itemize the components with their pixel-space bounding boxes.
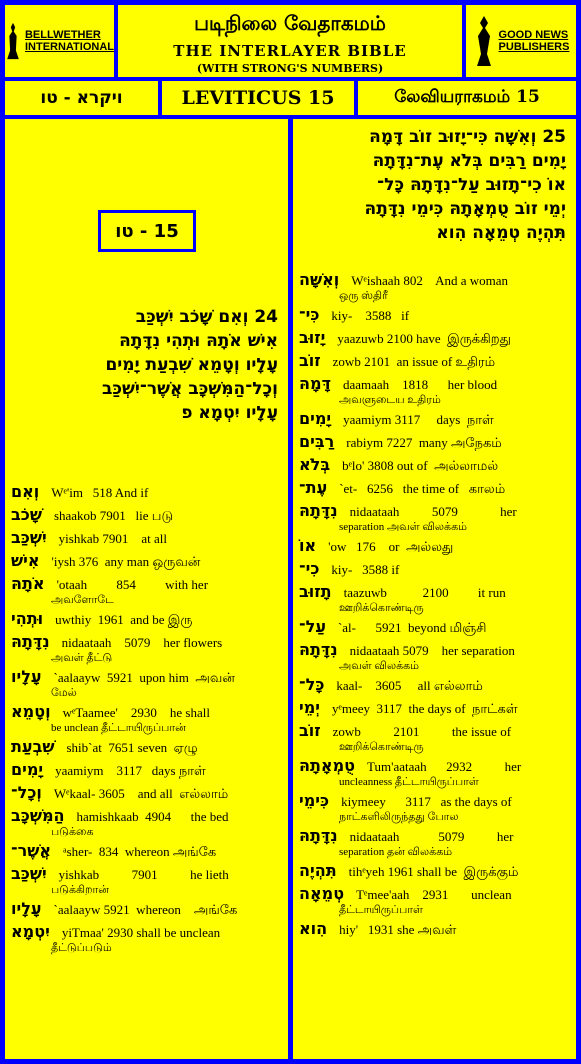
word-gloss: hamishkaab 4904 the bed	[76, 809, 229, 824]
verse-line: אוֹ כִי־תָזוּב עַל־נִדָּתָהּ כָּל־	[377, 175, 566, 195]
word-gloss: rabiym 7227 many அநேகம்	[346, 435, 502, 450]
word-gloss: bᵉlo' 3808 out of அல்லாமல்	[342, 458, 499, 473]
word-entry	[11, 782, 283, 805]
word-entry	[11, 759, 283, 782]
word-gloss: kaal- 3605 all எல்லாம்	[336, 678, 483, 693]
word-gloss: zowb 2101 an issue of உதிரம்	[332, 354, 496, 369]
word-entry	[299, 860, 571, 883]
hebrew-word: נִדָּתָהּ	[299, 501, 338, 520]
word-entry	[299, 304, 571, 327]
verse-line: יָמִים רַבִּים בְּלֹא עֶת־נִדָּתָהּ	[372, 151, 566, 171]
word-gloss: kiymeey 3117 as the days of	[341, 794, 512, 809]
hebrew-word: וְכָל־	[11, 783, 42, 802]
word-gloss: `aalaayw 5921 upon him அவன்	[53, 670, 235, 685]
hebrew-word: הַמִּשְׁכָּב	[11, 806, 65, 825]
word-gloss: hiy' 1931 she அவள்	[339, 922, 457, 937]
hebrew-word: עָלָיו	[11, 899, 42, 918]
verse-line: 25 וְאִשָּׁה כִּי־יָזוּב זוֹב דָּמָהּ	[369, 127, 566, 147]
word-gloss: nidaataah 5079 her flowers	[61, 635, 223, 650]
word-entry	[299, 350, 571, 373]
right-column	[293, 119, 576, 1059]
word-entry	[299, 616, 571, 639]
hebrew-word: יְמֵי	[299, 698, 320, 717]
hebrew-word: בְּלֹא	[299, 455, 331, 474]
word-entry	[299, 558, 571, 581]
word-gloss: Wᵉ'im 518 And if	[51, 485, 149, 500]
word-entry	[299, 477, 571, 500]
hebrew-word: רַבִּים	[299, 432, 335, 451]
word-gloss: Tum'aataah 2932 her	[367, 759, 522, 774]
word-gloss: yishkab 7901 at all	[58, 531, 167, 546]
bellwether-logo	[5, 5, 114, 77]
hebrew-word: יִשְׁכַּב	[11, 864, 47, 883]
word-gloss: `aalaayw 5921 whereon அங்கே	[53, 902, 238, 917]
word-gloss: zowb 2101 the issue of	[332, 724, 512, 739]
chapter-box	[98, 210, 196, 252]
verse-line: יְמֵי זוֹב טֻמְאָתָהּ כִּימֵי נִדָּתָהּ	[364, 199, 566, 219]
word-entry	[11, 504, 283, 527]
word-gloss-continued: be unclean தீட்டாயிருப்பான்	[51, 722, 186, 734]
left-column	[5, 119, 288, 1059]
word-gloss-continued: மேல்	[51, 687, 77, 699]
hebrew-word: אִישׁ	[11, 551, 40, 570]
hebrew-word: זוֹב	[299, 351, 321, 370]
hebrew-word: וּתְהִי	[11, 609, 44, 628]
word-gloss: yishkab 7901 he lieth	[58, 867, 229, 882]
bellwether-figure-icon	[5, 14, 21, 68]
word-gloss: kiy- 3588 if	[331, 562, 400, 577]
word-gloss: shaakob 7901 lie படு	[53, 508, 174, 523]
good-news-figure-icon	[473, 14, 495, 68]
title-tamil: படிநிலை வேதாகமம்	[194, 11, 386, 35]
word-gloss: nidaataah 5079 her	[349, 504, 517, 519]
hebrew-word: דָּמָהּ	[299, 374, 331, 393]
hebrew-word: כִי־	[299, 559, 320, 578]
verse-line: אִישׁ אֹתָהּ וּתְהִי נִדָּתָהּ	[119, 331, 278, 351]
word-gloss-continued: separation அவள் விலக்கம்	[339, 521, 467, 533]
hebrew-word: זוֹב	[299, 721, 321, 740]
word-gloss-continued: அவளுடைய உதிரம்	[339, 394, 441, 406]
word-gloss: taazuwb 2100 it run	[343, 585, 506, 600]
verse-line: וְכָל־הַמִּשְׁכָּב אֲשֶׁר־יִשְׁכַּב	[101, 379, 278, 399]
word-entry	[299, 674, 571, 697]
word-entry	[299, 918, 571, 941]
word-entry	[11, 736, 283, 759]
word-gloss: yaazuwb 2100 have இருக்கிறது	[337, 331, 511, 346]
left-word-list	[11, 481, 283, 956]
word-gloss: nidaataah 5079 her	[349, 829, 514, 844]
word-gloss-continued: தீட்டுப்படும்	[51, 942, 112, 954]
hebrew-word: יָמִים	[11, 760, 44, 779]
verse-24	[18, 305, 278, 425]
word-gloss: yaamiym 3117 days நாள்	[343, 412, 494, 427]
word-gloss: yᵉmeey 3117 the days of நாட்கள்	[332, 701, 518, 716]
hebrew-word: טֻמְאָתָהּ	[299, 756, 356, 775]
hebrew-word: אוֹ	[299, 536, 317, 555]
hebrew-word: יָזוּב	[299, 328, 326, 347]
word-entry	[299, 535, 571, 558]
word-gloss: 'ow 176 or அல்லது	[328, 539, 454, 554]
word-gloss: `al- 5921 beyond மிஞ்சி	[337, 620, 487, 635]
verse-25	[301, 125, 566, 245]
hebrew-word: כִּימֵי	[299, 791, 330, 810]
word-gloss: tihᵉyeh 1961 shall be இருக்கும்	[348, 864, 519, 879]
word-gloss: Tᵉmee'aah 2931 unclean	[356, 887, 512, 902]
verse-line: עָלָיו יִטְמָא פ	[181, 403, 278, 423]
word-entry	[11, 481, 283, 504]
hebrew-word: שִׁבְעַת	[11, 737, 55, 756]
word-gloss-continued: படுக்கிறான்	[51, 884, 109, 896]
left-logo-text: BELLWETHER INTERNATIONAL	[24, 29, 114, 53]
word-gloss-continued: நாட்களிலிருந்தது போல	[339, 811, 459, 823]
word-gloss: shib`at 7651 seven ஏழு	[66, 740, 198, 755]
word-entry	[299, 431, 571, 454]
goodnews-logo	[466, 5, 576, 77]
word-gloss: 'otaah 854 with her	[56, 577, 209, 592]
word-gloss-continued: தீட்டாயிருப்பாள்	[339, 904, 423, 916]
hebrew-word: נִדָּתָהּ	[11, 632, 50, 651]
word-gloss-continued: அவள் விலக்கம்	[339, 660, 419, 672]
word-gloss: daamaah 1818 her blood	[342, 377, 498, 392]
hebrew-word: יִשְׁכַּב	[11, 528, 47, 547]
right-word-list	[299, 269, 571, 941]
title-block	[118, 5, 462, 77]
hebrew-word: שָׁכֹב	[11, 505, 42, 524]
word-entry	[299, 327, 571, 350]
hebrew-word: וְאִשָּׁה	[299, 270, 340, 289]
word-gloss: nidaataah 5079 her separation	[349, 643, 515, 658]
word-gloss-continued: அவளோடே	[51, 594, 114, 606]
hebrew-word: עָלָיו	[11, 667, 42, 686]
hebrew-word: נִדָּתָהּ	[299, 826, 338, 845]
word-gloss-continued: ஒரு ஸ்திரீ	[339, 290, 388, 302]
word-gloss: yiTmaa' 2930 shall be unclean	[61, 925, 221, 940]
word-entry	[299, 408, 571, 431]
word-gloss: Wᵉkaal- 3605 and all எல்லாம்	[53, 786, 229, 801]
hebrew-word: וְטָמֵא	[11, 702, 51, 721]
word-gloss: `et- 6256 the time of காலம்	[339, 481, 506, 496]
word-gloss-continued: uncleanness தீட்டாயிருப்பாள்	[339, 776, 479, 788]
word-gloss: yaamiym 3117 days நாள்	[55, 763, 206, 778]
word-entry	[11, 898, 283, 921]
word-entry	[299, 697, 571, 720]
book-tamil: லேவியராகமம் 15	[358, 81, 576, 115]
word-gloss-continued: அவள் தீட்டு	[51, 652, 113, 664]
hebrew-word: טְמֵאָה	[299, 884, 345, 903]
hebrew-word: וְאִם	[11, 482, 40, 501]
word-entry	[11, 550, 283, 573]
word-gloss: ᵃsher- 834 whereon அங்கே	[63, 844, 217, 859]
word-gloss-continued: ஊறிக்கொண்டிரு	[339, 741, 424, 753]
hebrew-word: עֶת־	[299, 478, 328, 497]
word-gloss-continued: ஊறிக்கொண்டிரு	[339, 602, 424, 614]
hebrew-word: כִּי־	[299, 305, 320, 324]
hebrew-word: הִוא	[299, 919, 328, 938]
word-gloss: wᵉTaamee' 2930 he shall	[62, 705, 210, 720]
hebrew-word: תָזוּב	[299, 582, 332, 601]
word-gloss: uwthiy 1961 and be இரு	[55, 612, 193, 627]
word-gloss: Wᵉishaah 802 And a woman	[351, 273, 509, 288]
word-gloss-continued: separation தன் விலக்கம்	[339, 846, 453, 858]
word-entry	[11, 840, 283, 863]
hebrew-word: עַל־	[299, 617, 326, 636]
word-gloss: kiy- 3588 if	[331, 308, 410, 323]
hebrew-word: תִּהְיֶה	[299, 861, 337, 880]
verse-line: 24 וְאִם שָׁכֹב יִשְׁכַּב	[135, 307, 278, 327]
hebrew-word: יִטְמָא	[11, 922, 50, 941]
title-subtitle: (WITH STRONG'S NUMBERS)	[196, 62, 384, 75]
hebrew-word: כָּל־	[299, 675, 325, 694]
hebrew-word: יָמִים	[299, 409, 332, 428]
word-gloss-continued: படுக்கை	[51, 826, 94, 838]
hebrew-word: אֲשֶׁר־	[11, 841, 52, 860]
book-hebrew: ויקרא - טו	[5, 81, 158, 115]
verse-line: עָלָיו וְטָמֵא שִׁבְעַת יָמִים	[105, 355, 278, 375]
book-english: LEVITICUS 15	[162, 81, 354, 115]
hebrew-word: נִדָּתָהּ	[299, 640, 338, 659]
word-entry	[299, 454, 571, 477]
word-entry	[11, 608, 283, 631]
verse-line: תִּהְיֶה טְמֵאָה הִוא	[436, 223, 566, 243]
title-english: THE INTERLAYER BIBLE	[173, 42, 407, 60]
right-logo-text: GOOD NEWS PUBLISHERS	[498, 29, 570, 53]
word-entry	[11, 527, 283, 550]
chapter-label: 15 - טו	[115, 220, 179, 242]
hebrew-word: אֹתָהּ	[11, 574, 45, 593]
word-gloss: 'iysh 376 any man ஒருவன்	[51, 554, 201, 569]
